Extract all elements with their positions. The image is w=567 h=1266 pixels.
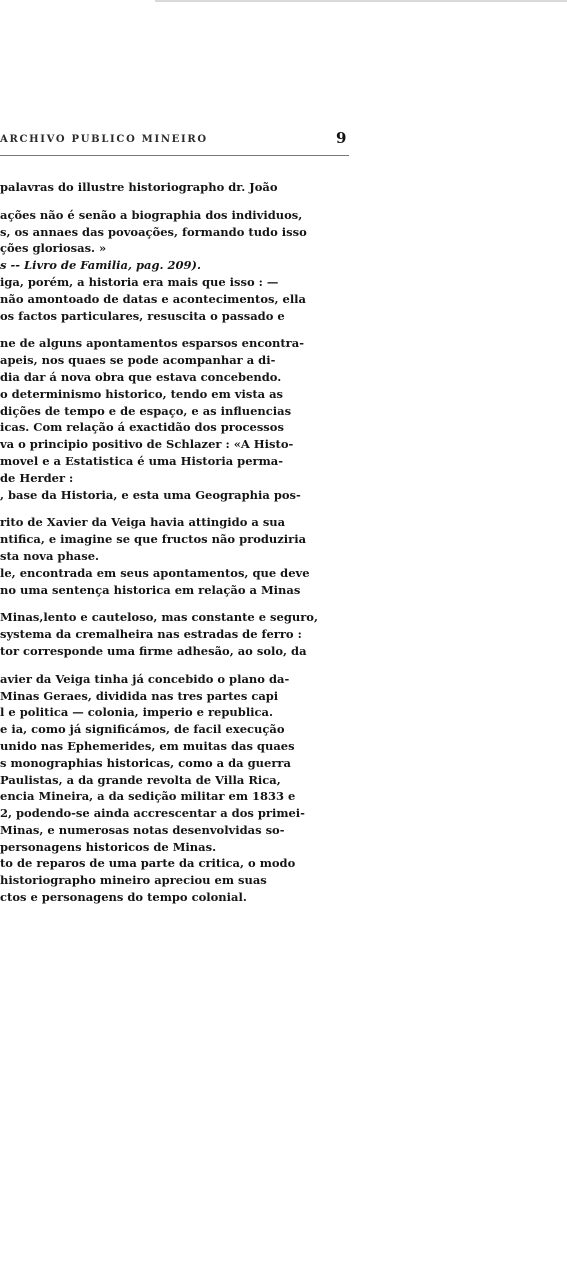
paragraph-gap	[0, 324, 350, 335]
text-line: encia Mineira, a da sedição militar em 1833 e	[0, 789, 296, 804]
text-line: palavras do illustre historiographo dr. João	[0, 180, 278, 194]
text-line: va o principio positivo de Schlazer : «A Histo-	[0, 437, 294, 452]
running-title: ARCHIVO PUBLICO MINEIRO	[0, 134, 208, 145]
text-line: rito de Xavier da Veiga havia attingido a sua	[0, 515, 286, 530]
text-line: ne de alguns apontamentos esparsos encontra-	[0, 336, 304, 351]
text-line: s monographias historicas, como a da guerra	[0, 755, 291, 770]
body-text	[0, 179, 350, 906]
header-rule	[0, 155, 349, 156]
text-line: avier da Veiga tinha já concebido o plano da-	[0, 671, 290, 686]
text-line: personagens historicos de Minas.	[0, 839, 217, 854]
text-line: to de reparos de uma parte da critica, o modo	[0, 856, 296, 871]
text-line: ções gloriosas. »	[0, 241, 107, 256]
text-line: o determinismo historico, tendo em vista as	[0, 386, 284, 401]
text-line: l e politica — colonia, imperio e republica.	[0, 705, 274, 720]
text-line: de Herder :	[0, 470, 74, 485]
text-line: ntifica, e imagine se que fructos não produziria	[0, 532, 307, 547]
paragraph-gap	[0, 503, 350, 514]
text-line: Minas,lento e cauteloso, mas constante e seguro,	[0, 610, 318, 625]
text-line: os factos particulares, resuscita o passado e	[0, 308, 285, 323]
text-line: ações não é senão a biographia dos individuos,	[0, 207, 303, 222]
text-line: systema da cremalheira nas estradas de ferro :	[0, 627, 302, 642]
text-line: dições de tempo e de espaço, e as influencias	[0, 403, 292, 418]
text-line: le, encontrada em seus apontamentos, que deve	[0, 565, 310, 580]
text-line: Paulistas, a da grande revolta de Villa Rica,	[0, 772, 281, 787]
text-line: no uma sentença historica em relação a Minas	[0, 582, 301, 597]
text-line: sta nova phase.	[0, 548, 100, 563]
text-line: e ia, como já significámos, de facil execução	[0, 722, 285, 737]
text-line: Minas, e numerosas notas desenvolvidas so-	[0, 822, 285, 837]
text-line: s -- Livro de Familia, pag. 209).	[0, 258, 201, 273]
text-line: unido nas Ephemerides, em muitas das quaes	[0, 738, 295, 753]
text-line: icas. Com relação á exactidão dos processos	[0, 420, 284, 435]
paragraph-gap	[0, 196, 350, 207]
text-line: Minas Geraes, dividida nas tres partes capi	[0, 688, 279, 703]
text-line: dia dar á nova obra que estava concebendo.	[0, 369, 282, 384]
paragraph-gap	[0, 598, 350, 609]
text-line: s, os annaes das povoações, formando tudo isso	[0, 224, 307, 239]
text-line: ctos e personagens do tempo colonial.	[0, 890, 247, 905]
running-head	[0, 129, 567, 152]
text-line: iga, porém, a historia era mais que isso : —	[0, 274, 279, 289]
text-line: não amontoado de datas e acontecimentos, ella	[0, 291, 307, 306]
text-line: , base da Historia, e esta uma Geographia pos-	[0, 487, 301, 502]
page-number: 9	[336, 129, 347, 147]
paragraph-gap	[0, 660, 350, 671]
text-line: movel e a Estatistica é uma Historia perma-	[0, 453, 283, 468]
text-line: apeis, nos quaes se pode acompanhar a di-	[0, 353, 276, 368]
text-line: tor corresponde uma firme adhesão, ao solo, da	[0, 643, 307, 658]
text-line: historiographo mineiro apreciou em suas	[0, 873, 267, 888]
text-line: 2, podendo-se ainda accrescentar a dos primei-	[0, 806, 305, 821]
